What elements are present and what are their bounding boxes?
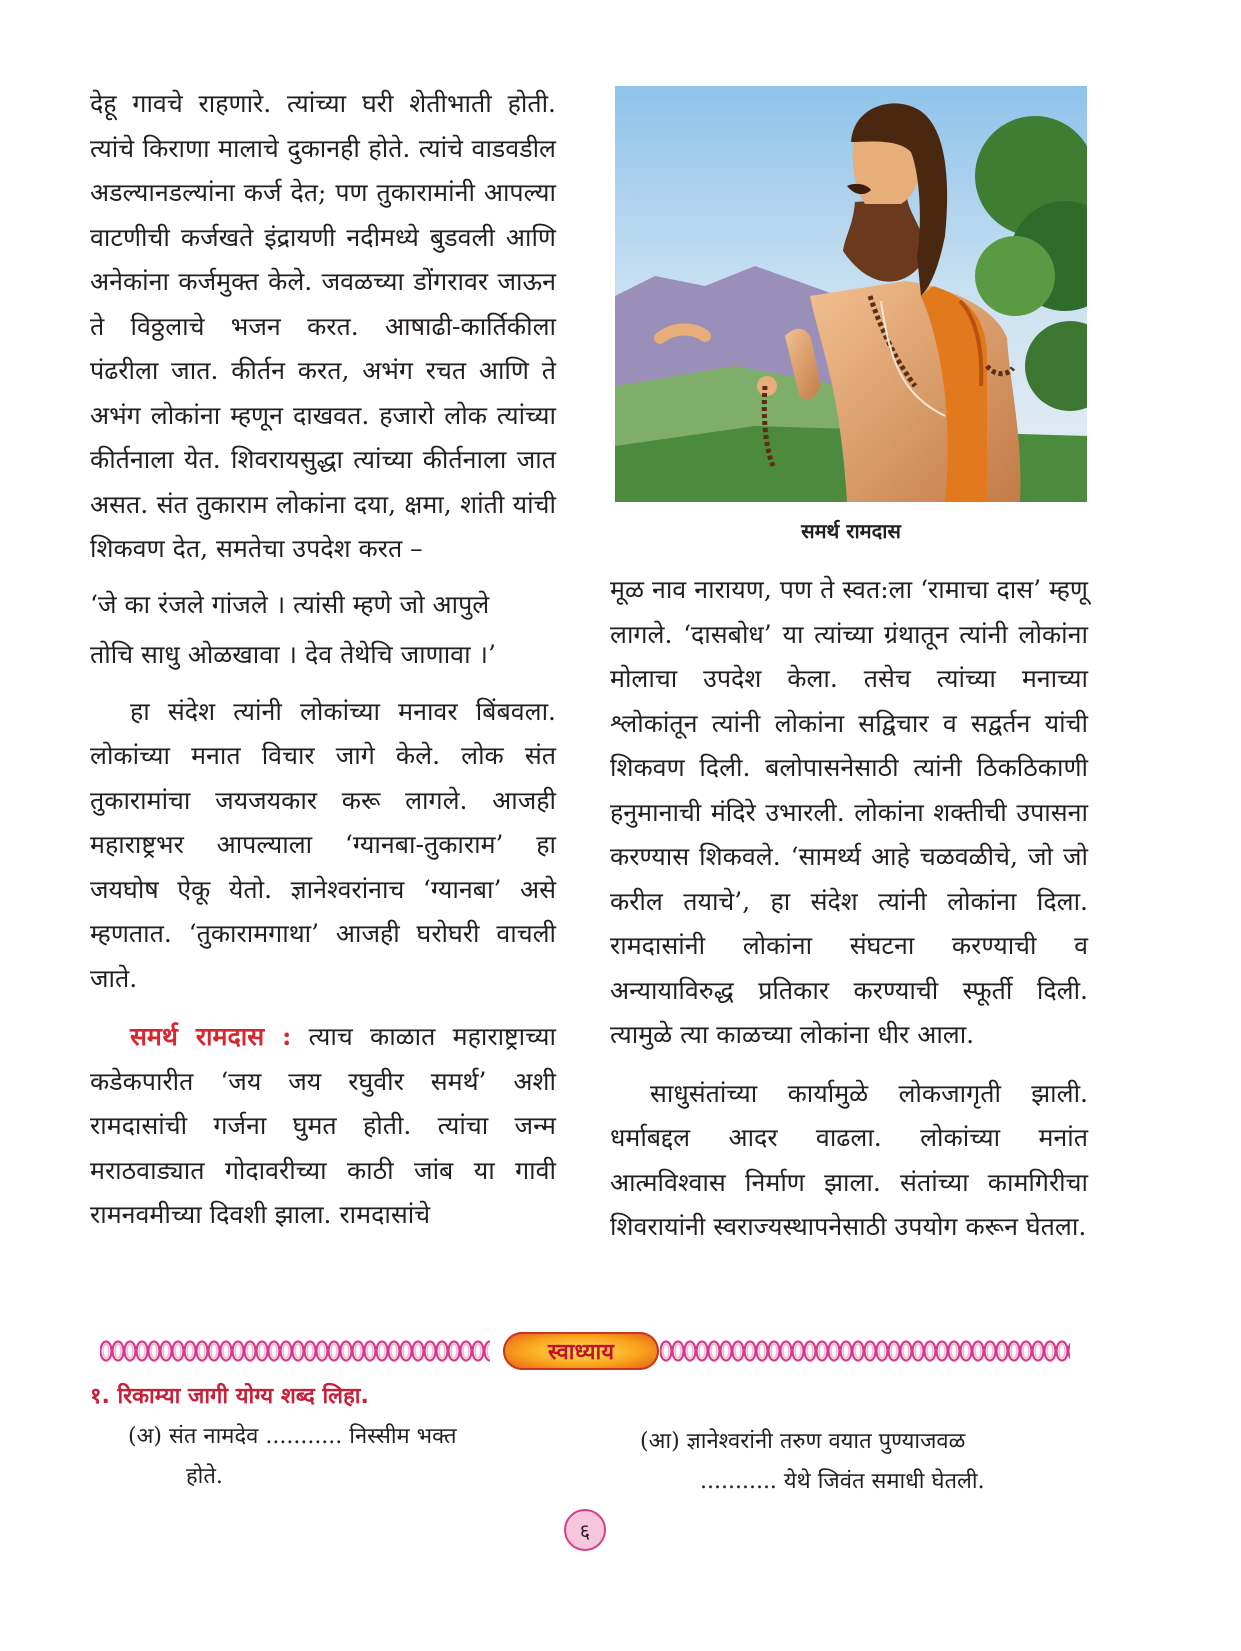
ramdas-heading: समर्थ रामदास : [130,1022,292,1051]
paragraph-ramdas-intro [90,1015,556,1238]
item-a-continuation: होते. [186,1464,223,1489]
exercise-item-a [128,1417,560,1497]
ramdas-intro-text: त्याच काळात महाराष्ट्राच्या कडेकपारीत ‘जय जय रघुवीर समर्थ’ अशी रामदासांची गर्जना घुमत होती. त्यांचा जन्म मराठवाड्यात गोदावरीच्या काठी जांब या गावी रामनवमीच्या दिवशी झाला. रामदासांचे [90,1022,556,1229]
page-number-badge: ६ [564,1509,606,1551]
quote-line-1: ‘जे का रंजले गांजले । त्यांसी म्हणे जो आपुले [90,589,490,619]
portrait-caption: समर्थ रामदास [801,519,901,543]
item-aa-continuation: ........... येथे जिवंत समाधी घेतली. [700,1469,985,1494]
samarth-ramdas-portrait [615,86,1087,502]
item-a-text: संत नामदेव ........... निस्सीम भक्त [168,1424,457,1449]
left-text-column [90,82,556,1238]
paragraph-ramdas-teachings: मूळ नाव नारायण, पण ते स्वत:ला ‘रामाचा दास’ म्हणू लागले. ‘दासबोध’ या त्यांच्या ग्रंथातून त्यांनी लोकांना मोलाचा उपदेश केला. तसेच त्यांच्या मनाच्या श्लोकांतून त्यांनी लोकांना सद्विचार व सद्वर्तन यांची शिकवण दिली. बलोपासनेसाठी त्यांनी ठिकठिकाणी हनुमानाची मंदिरे उभारली. लोकांना शक्तीची उपासना करण्यास शिकवले. ‘सामर्थ्य आहे चळवळीचे, जो जो करील तयाचे’, हा संदेश त्यांनी लोकांना दिला. रामदासांनी लोकांना संघटना करण्याची व अन्यायाविरुद्ध प्रतिकार करण्याची स्फूर्ती दिली. त्यामुळे त्या काळच्या लोकांना धीर आला. [610,575,1088,1049]
item-a-label: (अ) [128,1424,162,1449]
swadhyay-badge: स्वाध्याय [503,1332,659,1370]
quote-line-2: तोचि साधु ओळखावा । देव तेथेचि जाणावा ।’ [90,639,496,669]
right-text-column [610,568,1088,1250]
swadhyay-banner [100,1332,1070,1372]
decorative-coil-left [100,1340,490,1362]
exercise-item-aa [640,1422,1076,1502]
paragraph-tukaram-life: देहू गावचे राहणारे. त्यांच्या घरी शेतीभाती होती. त्यांचे किराणा मालाचे दुकानही होते. त्यांचे वाडवडील अडल्यानडल्यांना कर्ज देत; पण तुकारामांनी आपल्या वाटणीची कर्जखते इंद्रायणी नदीमध्ये बुडवली आणि अनेकांना कर्जमुक्त केले. जवळच्या डोंगरावर जाऊन ते विठ्ठलाचे भजन करत. आषाढी-कार्तिकीला पंढरीला जात. कीर्तन करत, अभंग रचत आणि ते अभंग लोकांना म्हणून दाखवत. हजारो लोक त्यांच्या कीर्तनाला येत. शिवरायसुद्धा त्यांच्या कीर्तनाला जात असत. संत तुकाराम लोकांना दया, क्षमा, शांती यांची शिकवण देत, समतेचा उपदेश करत – [90,89,556,563]
item-aa-text: ज्ञानेश्वरांनी तरुण वयात पुण्याजवळ [686,1429,966,1454]
paragraph-tukaram-message: हा संदेश त्यांनी लोकांच्या मनावर बिंबवला. लोकांच्या मनात विचार जागे केले. लोक संत तुकारामांचा जयजयकार करू लागले. आजही महाराष्ट्रभर आपल्याला ‘ग्यानबा-तुकाराम’ हा जयघोष ऐकू येतो. ज्ञानेश्वरांनाच ‘ग्यानबा’ असे म्हणतात. ‘तुकारामगाथा’ आजही घरोघरी वाचली जाते. [90,696,556,993]
exercise-question-1: १. रिकाम्या जागी योग्य शब्द लिहा. [90,1384,369,1409]
decorative-coil-right [660,1340,1070,1362]
item-aa-label: (आ) [640,1429,680,1454]
abhang-quote [90,580,556,680]
paragraph-saints-impact: साधुसंतांच्या कार्यामुळे लोकजागृती झाली. धर्माबद्दल आदर वाढला. लोकांच्या मनांत आत्मविश्वास निर्माण झाला. संतांच्या कामगिरीचा शिवरायांनी स्वराज्यस्थापनेसाठी उपयोग करून घेतला. [610,1078,1088,1241]
